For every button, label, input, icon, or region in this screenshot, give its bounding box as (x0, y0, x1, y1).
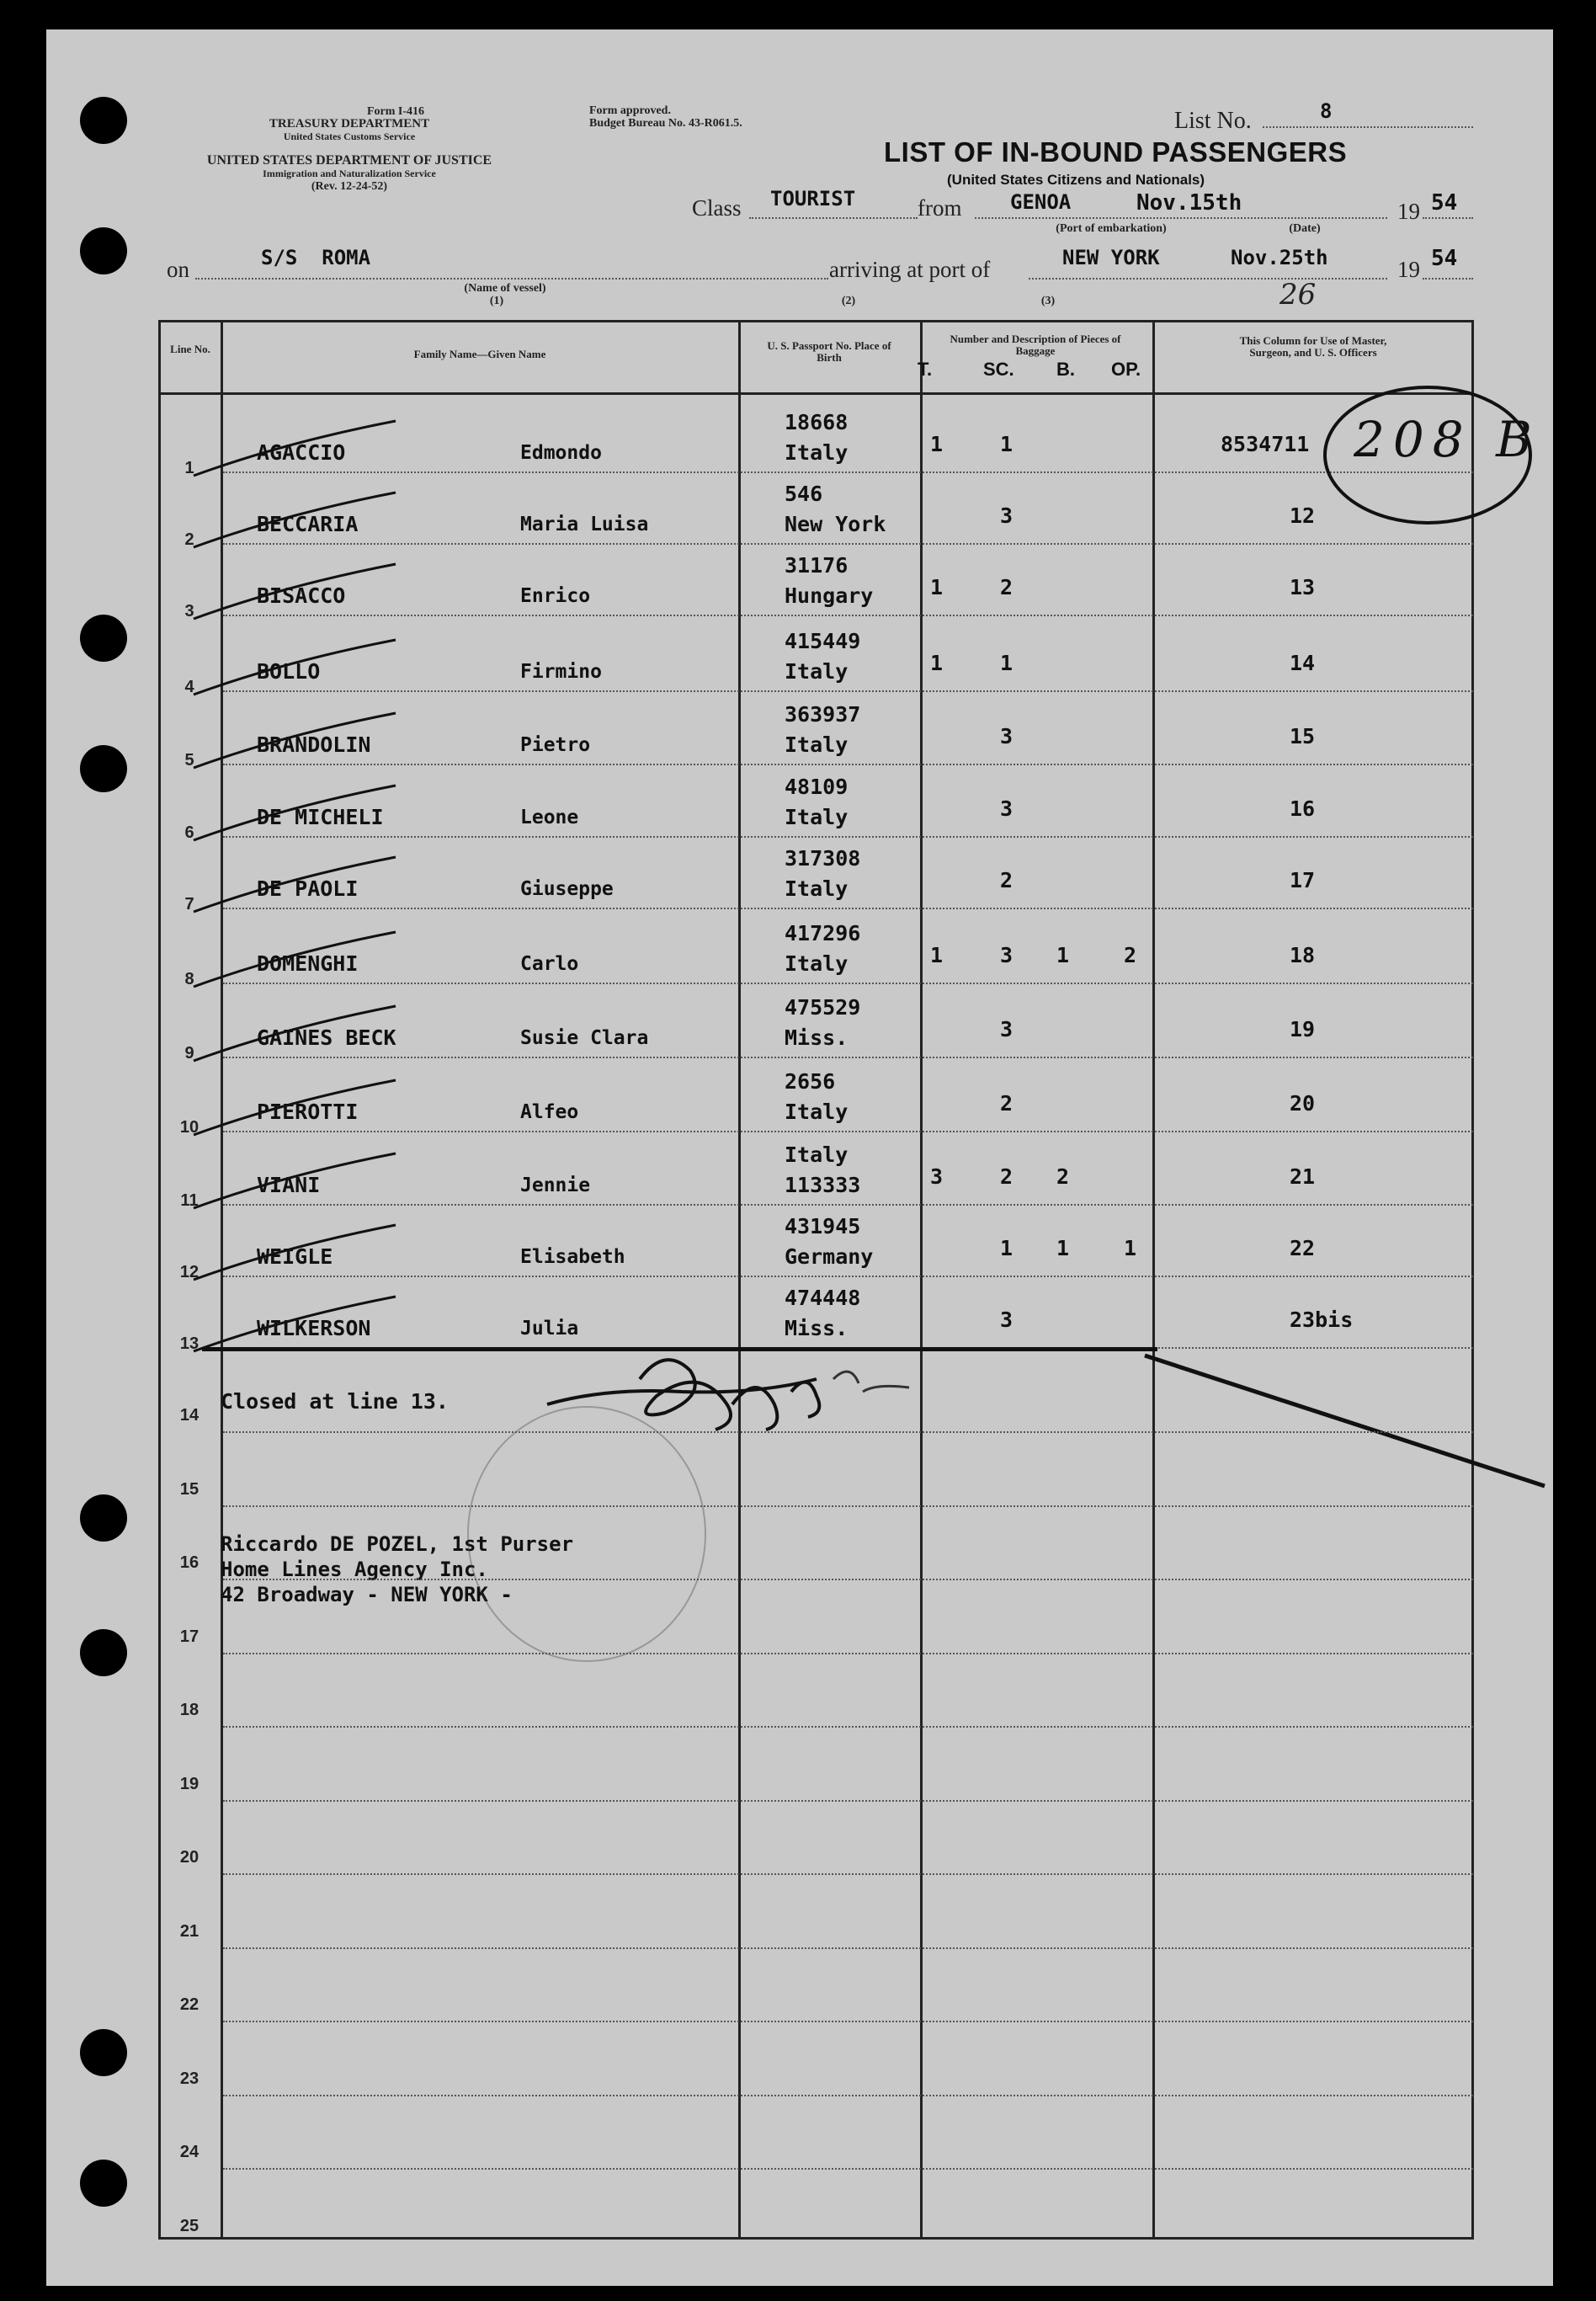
from-line (975, 217, 1387, 219)
bag-bags: 1 (1056, 1236, 1070, 1260)
check-tick (185, 488, 404, 556)
line-number: 5 (184, 751, 194, 770)
form-revision: (Rev. 12-24-52) (311, 180, 388, 193)
faint-stamp (467, 1406, 706, 1662)
arrive-line (1029, 278, 1387, 280)
bag-trunks: 1 (930, 575, 944, 599)
bag-suitcases: 2 (1000, 868, 1013, 892)
passport-number: 431945 (785, 1214, 861, 1238)
line-number: 15 (179, 1480, 200, 1499)
bag-bags: 1 (1056, 943, 1070, 967)
check-tick (185, 636, 404, 703)
given-name: Maria Luisa (520, 514, 649, 535)
bag-suitcases: 3 (1000, 1017, 1013, 1041)
officer-number: 18 (1290, 943, 1316, 967)
bag-suitcases: 1 (1000, 651, 1013, 675)
punch-hole (80, 2029, 127, 2076)
check-tick (185, 1149, 404, 1217)
row-rule (223, 764, 1473, 765)
officer-number: 12 (1290, 503, 1316, 528)
place-of-birth: Germany (785, 1244, 874, 1269)
row-rule (223, 1873, 1473, 1875)
row-rule (223, 690, 1473, 692)
row-rule (223, 1579, 1473, 1580)
arrive-year: 54 (1431, 246, 1458, 271)
vessel-line (195, 278, 828, 280)
family-name: BECCARIA (257, 512, 359, 536)
bag-trunks: 1 (930, 651, 944, 675)
arrive-date: Nov.25th (1231, 246, 1328, 269)
arrive-port: NEW YORK (1062, 246, 1160, 269)
row-rule (223, 2021, 1473, 2022)
punch-hole (80, 745, 127, 792)
punch-hole (80, 97, 127, 144)
closed-note: Closed at line 13. (221, 1389, 449, 1414)
bag-b-header: B. (1056, 359, 1075, 380)
passport-number: 417296 (785, 921, 861, 945)
punch-hole (80, 227, 127, 274)
punch-hole (80, 1494, 127, 1542)
passport-number: 317308 (785, 846, 861, 871)
place-of-birth: Italy (785, 951, 849, 976)
line-number: 7 (184, 895, 194, 913)
given-name: Edmondo (520, 442, 602, 464)
family-name: DE MICHELI (257, 805, 384, 829)
row-rule (223, 1653, 1473, 1654)
check-tick (185, 1002, 404, 1069)
line-number: 10 (179, 1118, 200, 1137)
passport-number: 2656 (785, 1069, 836, 1094)
row-rule (223, 836, 1473, 838)
passport-number: 363937 (785, 702, 861, 727)
port-note: (Port of embarkation) (1056, 222, 1167, 235)
family-name: WEIGLE (257, 1244, 333, 1269)
arrive-year-label: 19 (1397, 257, 1420, 282)
place-of-birth: Italy (785, 876, 849, 901)
line-number: 6 (184, 823, 194, 842)
line-number: 3 (184, 602, 194, 621)
passport-number: 475529 (785, 995, 861, 1020)
row-rule (223, 1276, 1473, 1277)
passport-number: 474448 (785, 1286, 861, 1310)
passport-number: Italy (785, 1143, 849, 1167)
arriving-label: arriving at port of (829, 257, 991, 282)
bag-suitcases: 1 (1000, 432, 1013, 456)
col2-num: (2) (841, 295, 856, 307)
officer-number: 19 (1290, 1017, 1316, 1041)
place-of-birth: Hungary (785, 583, 874, 608)
officer-number: 8534711 (1221, 432, 1310, 456)
from-label: from (918, 195, 962, 221)
date-note: (Date) (1289, 222, 1321, 235)
given-name: Alfeo (520, 1101, 579, 1123)
row-rule (223, 1204, 1473, 1206)
list-no-label: List No. (1174, 108, 1252, 134)
place-of-birth: New York (785, 512, 886, 536)
punch-hole (80, 615, 127, 662)
line-number: 21 (179, 1922, 200, 1941)
bag-suitcases: 3 (1000, 943, 1013, 967)
officer-number: 20 (1290, 1091, 1316, 1116)
place-of-birth: Miss. (785, 1316, 849, 1340)
given-name: Carlo (520, 953, 579, 975)
officer-number: 15 (1290, 724, 1316, 748)
purser-address: 42 Broadway - NEW YORK - (221, 1583, 513, 1606)
customs-service: United States Customs Service (283, 130, 416, 142)
family-name: VIANI (257, 1173, 321, 1197)
bag-other: 2 (1124, 943, 1137, 967)
col-divider-officers (1152, 320, 1155, 2240)
family-name: BOLLO (257, 659, 321, 684)
officer-number: 14 (1290, 651, 1316, 675)
document-title: LIST OF IN-BOUND PASSENGERS (884, 136, 1348, 168)
purser-name: Riccardo DE POZEL, 1st Purser (221, 1532, 574, 1556)
header-divider (158, 392, 1474, 395)
given-name: Giuseppe (520, 878, 614, 900)
family-name: PIEROTTI (257, 1100, 359, 1124)
col-header-name: Family Name—Given Name (413, 348, 546, 360)
arrive-year-line (1423, 278, 1473, 280)
line-number: 2 (184, 530, 194, 549)
officer-number: 21 (1290, 1164, 1316, 1189)
check-tick (185, 709, 404, 776)
given-name: Julia (520, 1318, 579, 1340)
passport-number: 18668 (785, 410, 849, 434)
cancel-slash (1141, 1347, 1553, 1494)
place-of-birth: Italy (785, 1100, 849, 1124)
family-name: BRANDOLIN (257, 732, 371, 757)
line-number: 18 (179, 1701, 200, 1719)
list-no-value: 8 (1320, 99, 1333, 123)
document-subtitle: (United States Citizens and Nationals) (947, 172, 1205, 188)
row-rule (223, 1131, 1473, 1132)
bag-suitcases: 3 (1000, 503, 1013, 528)
check-tick (185, 1221, 404, 1288)
passport-number: 31176 (785, 553, 849, 578)
check-tick (185, 781, 404, 849)
officer-number: 16 (1290, 796, 1316, 821)
family-name: WILKERSON (257, 1316, 371, 1340)
col-header-baggage: Number and Description of Pieces of Baggage (950, 333, 1121, 357)
budget-bureau: Budget Bureau No. 43-R061.5. (589, 117, 742, 130)
class-label: Class (692, 195, 742, 221)
bag-bags: 2 (1056, 1164, 1070, 1189)
punch-hole (80, 1629, 127, 1676)
bag-suitcases: 3 (1000, 724, 1013, 748)
row-rule (223, 983, 1473, 984)
given-name: Enrico (520, 585, 591, 607)
row-rule (223, 1726, 1473, 1728)
line-number: 11 (180, 1191, 199, 1210)
given-name: Susie Clara (520, 1027, 649, 1049)
vessel-col-num: (1) (489, 295, 504, 307)
bag-suitcases: 1 (1000, 1236, 1013, 1260)
row-rule (223, 908, 1473, 909)
row-rule (223, 1800, 1473, 1802)
given-name: Elisabeth (520, 1246, 625, 1268)
row-rule (223, 2095, 1473, 2096)
form-number: Form I-416 (366, 105, 425, 118)
line-number: 17 (179, 1627, 200, 1646)
bag-t-header: T. (918, 359, 933, 380)
check-tick (185, 1076, 404, 1143)
line-number: 22 (179, 1995, 200, 2014)
punch-hole (80, 2160, 127, 2207)
bag-suitcases: 2 (1000, 1164, 1013, 1189)
bag-other: 1 (1124, 1236, 1137, 1260)
officer-annotation: 208 B (1354, 411, 1540, 468)
check-tick (185, 560, 404, 627)
family-name: DE PAOLI (257, 876, 359, 901)
purser-agency: Home Lines Agency Inc. (221, 1558, 488, 1581)
bag-suitcases: 3 (1000, 1308, 1013, 1332)
officer-number: 17 (1290, 868, 1316, 892)
officer-number: 13 (1290, 575, 1316, 599)
line-number: 19 (179, 1775, 200, 1793)
place-of-birth: Miss. (785, 1025, 849, 1050)
bag-suitcases: 3 (1000, 796, 1013, 821)
line-number: 24 (179, 2143, 200, 2161)
given-name: Jennie (520, 1174, 591, 1196)
year-label: 19 (1397, 199, 1420, 224)
line-number: 16 (179, 1553, 200, 1572)
bag-trunks: 1 (930, 432, 944, 456)
ins-service: Immigration and Naturalization Service (263, 168, 436, 179)
place-of-birth: Italy (785, 805, 849, 829)
row-rule (223, 615, 1473, 616)
col-header-line: Line No. (170, 343, 210, 355)
embark-port: GENOA (1010, 190, 1072, 214)
line-number: 9 (184, 1044, 194, 1063)
line-number: 23 (179, 2069, 200, 2088)
check-tick (185, 417, 404, 484)
row-rule (223, 543, 1473, 545)
place-of-birth: Italy (785, 440, 849, 465)
vessel-name: S/S ROMA (261, 246, 371, 269)
line-number: 20 (179, 1848, 200, 1867)
row-rule (223, 2168, 1473, 2170)
col-header-passport: U. S. Passport No. Place of Birth (767, 339, 891, 364)
line-number: 12 (179, 1263, 200, 1281)
form-approved: Form approved. (589, 104, 671, 117)
col-divider-passport (738, 320, 741, 2240)
embark-year: 54 (1431, 190, 1458, 216)
year-line (1423, 217, 1473, 219)
passport-number: 48109 (785, 775, 849, 799)
check-tick (185, 928, 404, 995)
family-name: AGACCIO (257, 440, 346, 465)
bag-suitcases: 2 (1000, 1091, 1013, 1116)
list-no-line (1263, 126, 1473, 128)
given-name: Leone (520, 807, 579, 828)
passport-number: 546 (785, 482, 823, 506)
col-header-officers: This Column for Use of Master, Surgeon, and U. S. Officers (1239, 334, 1387, 359)
place-of-birth: 113333 (785, 1173, 861, 1197)
place-of-birth: Italy (785, 732, 849, 757)
family-name: DOMENGHI (257, 951, 359, 976)
class-line (749, 217, 918, 219)
row-rule (223, 1947, 1473, 1949)
given-name: Pietro (520, 734, 591, 756)
bag-trunks: 3 (930, 1164, 944, 1189)
family-name: GAINES BECK (257, 1025, 396, 1050)
row-rule (223, 1057, 1473, 1058)
class-value: TOURIST (770, 187, 856, 210)
justice-dept: UNITED STATES DEPARTMENT OF JUSTICE (206, 153, 492, 168)
col3-num: (3) (1040, 295, 1056, 307)
row-rule (223, 471, 1473, 473)
arrive-date-correction: 26 (1279, 278, 1317, 312)
family-name: BISACCO (257, 583, 346, 608)
on-label: on (167, 257, 189, 282)
bag-sc-header: SC. (983, 359, 1014, 380)
given-name: Firmino (520, 661, 602, 683)
place-of-birth: Italy (785, 659, 849, 684)
line-number: 14 (179, 1406, 200, 1425)
row-rule (223, 1431, 1473, 1433)
officer-number: 22 (1290, 1236, 1316, 1260)
line-number: 13 (179, 1334, 200, 1353)
line-number: 8 (184, 970, 194, 988)
line-number: 4 (184, 678, 194, 696)
embark-date: Nov.15th (1136, 190, 1242, 216)
bag-suitcases: 2 (1000, 575, 1013, 599)
line-number: 1 (184, 459, 194, 477)
treasury-dept: TREASURY DEPARTMENT (269, 117, 430, 130)
bag-op-header: OP. (1111, 359, 1141, 380)
row-rule (223, 1505, 1473, 1507)
vessel-note: (Name of vessel) (464, 282, 546, 295)
bag-trunks: 1 (930, 943, 944, 967)
officer-number: 23bis (1290, 1308, 1354, 1332)
passport-number: 415449 (785, 629, 861, 653)
check-tick (185, 853, 404, 920)
col-divider-baggage (920, 320, 923, 2240)
line-number: 25 (179, 2217, 200, 2235)
